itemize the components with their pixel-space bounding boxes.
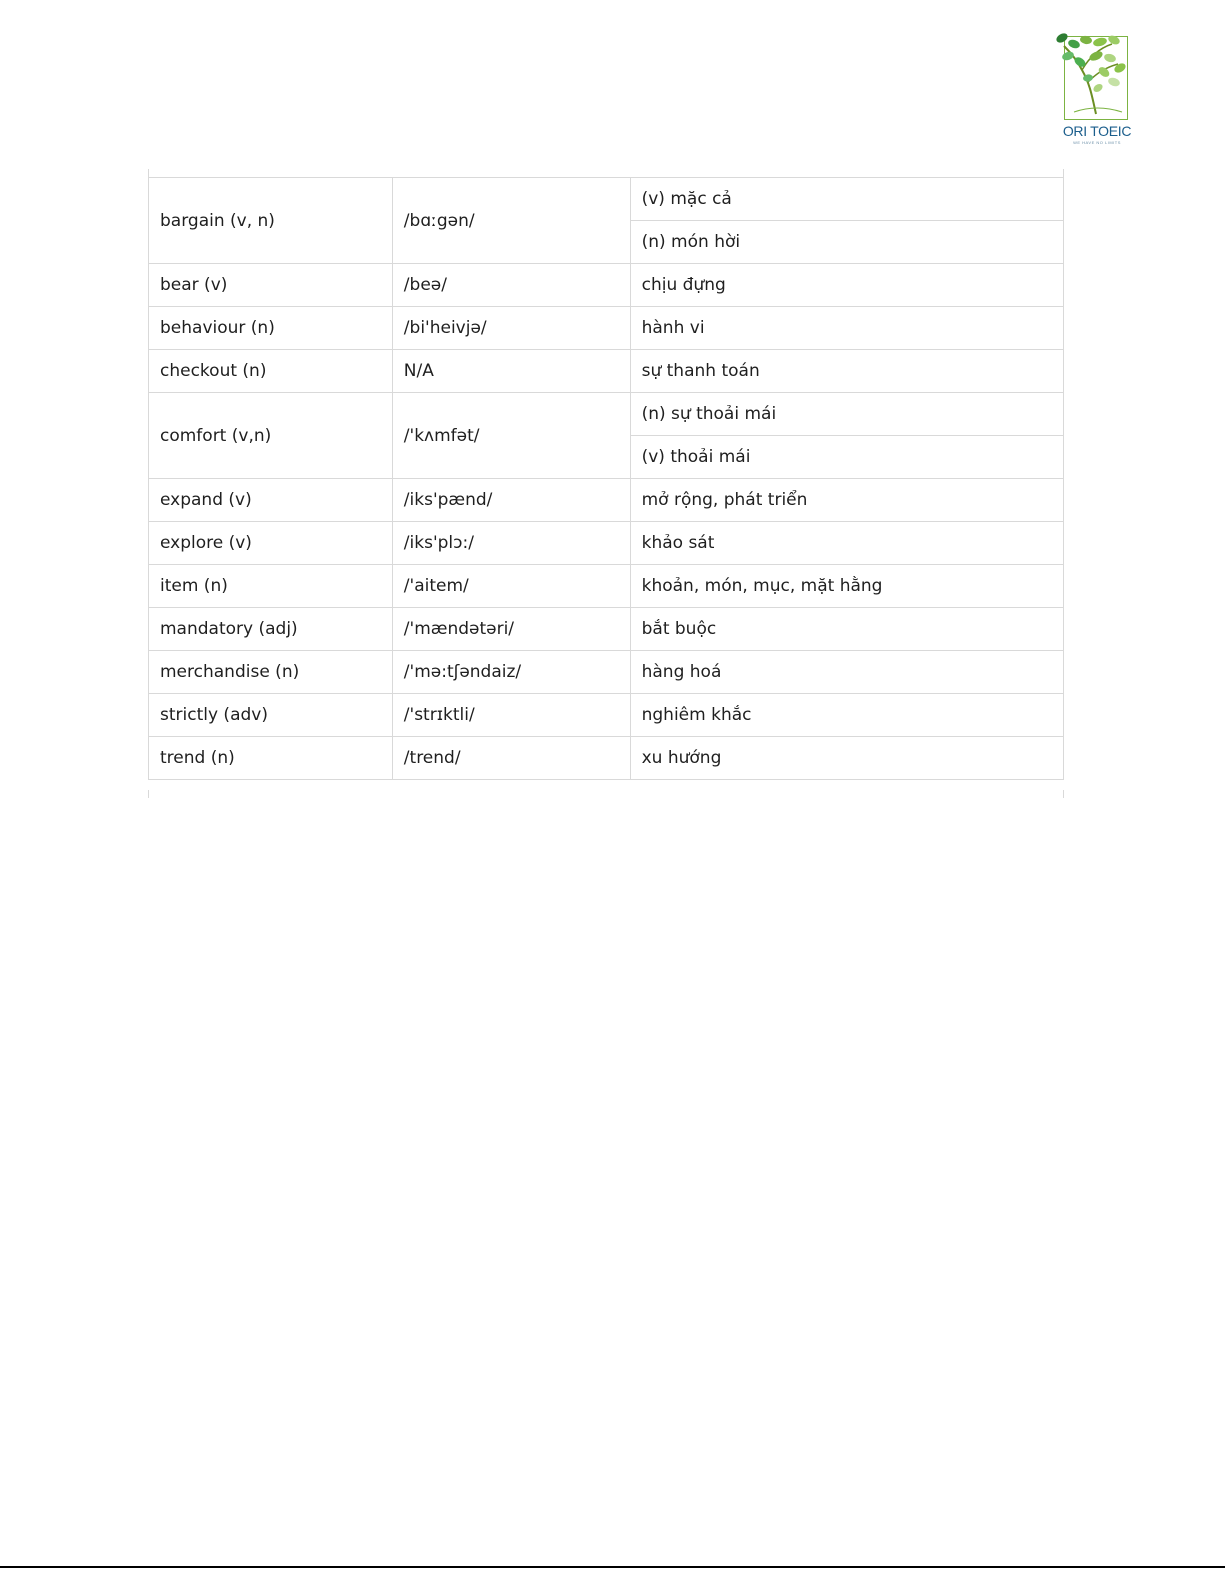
table-row [149, 350, 1064, 393]
meaning-cell: nghiêm khắc [630, 694, 1063, 737]
ipa-cell: /'strɪktli/ [392, 694, 630, 737]
meaning-cell: (n) sự thoải mái [630, 393, 1063, 436]
table-row [149, 608, 1064, 651]
table-row [149, 651, 1064, 694]
meaning-cell: bắt buộc [630, 608, 1063, 651]
word-cell: behaviour (n) [149, 307, 393, 350]
word-cell: strictly (adv) [149, 694, 393, 737]
ipa-cell: /'mə:tʃəndaiz/ [392, 651, 630, 694]
table-row [149, 264, 1064, 307]
ipa-cell: /bɑːgən/ [392, 178, 630, 264]
word-cell: comfort (v,n) [149, 393, 393, 479]
ipa-cell: /iks'plɔ:/ [392, 522, 630, 565]
page-bottom-rule [0, 1566, 1225, 1568]
meaning-cell: hàng hoá [630, 651, 1063, 694]
tree-leaf-icon [1052, 26, 1142, 122]
ipa-cell: /'mændətəri/ [392, 608, 630, 651]
table-top-edge [148, 169, 1064, 177]
logo-name: ORI TOEIC [1062, 123, 1132, 139]
ipa-cell: N/A [392, 350, 630, 393]
logo-tagline: WE HAVE NO LIMITS [1073, 140, 1121, 145]
meaning-cell: (n) món hời [630, 221, 1063, 264]
table-row [149, 694, 1064, 737]
word-cell: mandatory (adj) [149, 608, 393, 651]
meaning-cell: chịu đựng [630, 264, 1063, 307]
table-row [149, 522, 1064, 565]
word-cell: item (n) [149, 565, 393, 608]
word-cell: expand (v) [149, 479, 393, 522]
ipa-cell: /'kʌmfət/ [392, 393, 630, 479]
ori-toeic-logo [1052, 26, 1142, 150]
meaning-cell: mở rộng, phát triển [630, 479, 1063, 522]
meaning-cell: (v) mặc cả [630, 178, 1063, 221]
meaning-cell: (v) thoải mái [630, 436, 1063, 479]
meaning-cell: sự thanh toán [630, 350, 1063, 393]
meaning-cell: xu hướng [630, 737, 1063, 780]
meaning-cell: khoản, món, mục, mặt hằng [630, 565, 1063, 608]
table-bottom-edge [148, 790, 1064, 798]
ipa-cell: /bi'heivjə/ [392, 307, 630, 350]
table-row [149, 737, 1064, 780]
table-row [149, 565, 1064, 608]
meaning-cell: khảo sát [630, 522, 1063, 565]
word-cell: bear (v) [149, 264, 393, 307]
vocabulary-table [148, 177, 1064, 780]
word-cell: merchandise (n) [149, 651, 393, 694]
ipa-cell: /beə/ [392, 264, 630, 307]
ipa-cell: /'aitem/ [392, 565, 630, 608]
word-cell: explore (v) [149, 522, 393, 565]
table-row [149, 178, 1064, 221]
word-cell: trend (n) [149, 737, 393, 780]
ipa-cell: /trend/ [392, 737, 630, 780]
table-row [149, 393, 1064, 436]
table-row [149, 307, 1064, 350]
word-cell: bargain (v, n) [149, 178, 393, 264]
word-cell: checkout (n) [149, 350, 393, 393]
table-row [149, 479, 1064, 522]
ipa-cell: /iks'pænd/ [392, 479, 630, 522]
meaning-cell: hành vi [630, 307, 1063, 350]
